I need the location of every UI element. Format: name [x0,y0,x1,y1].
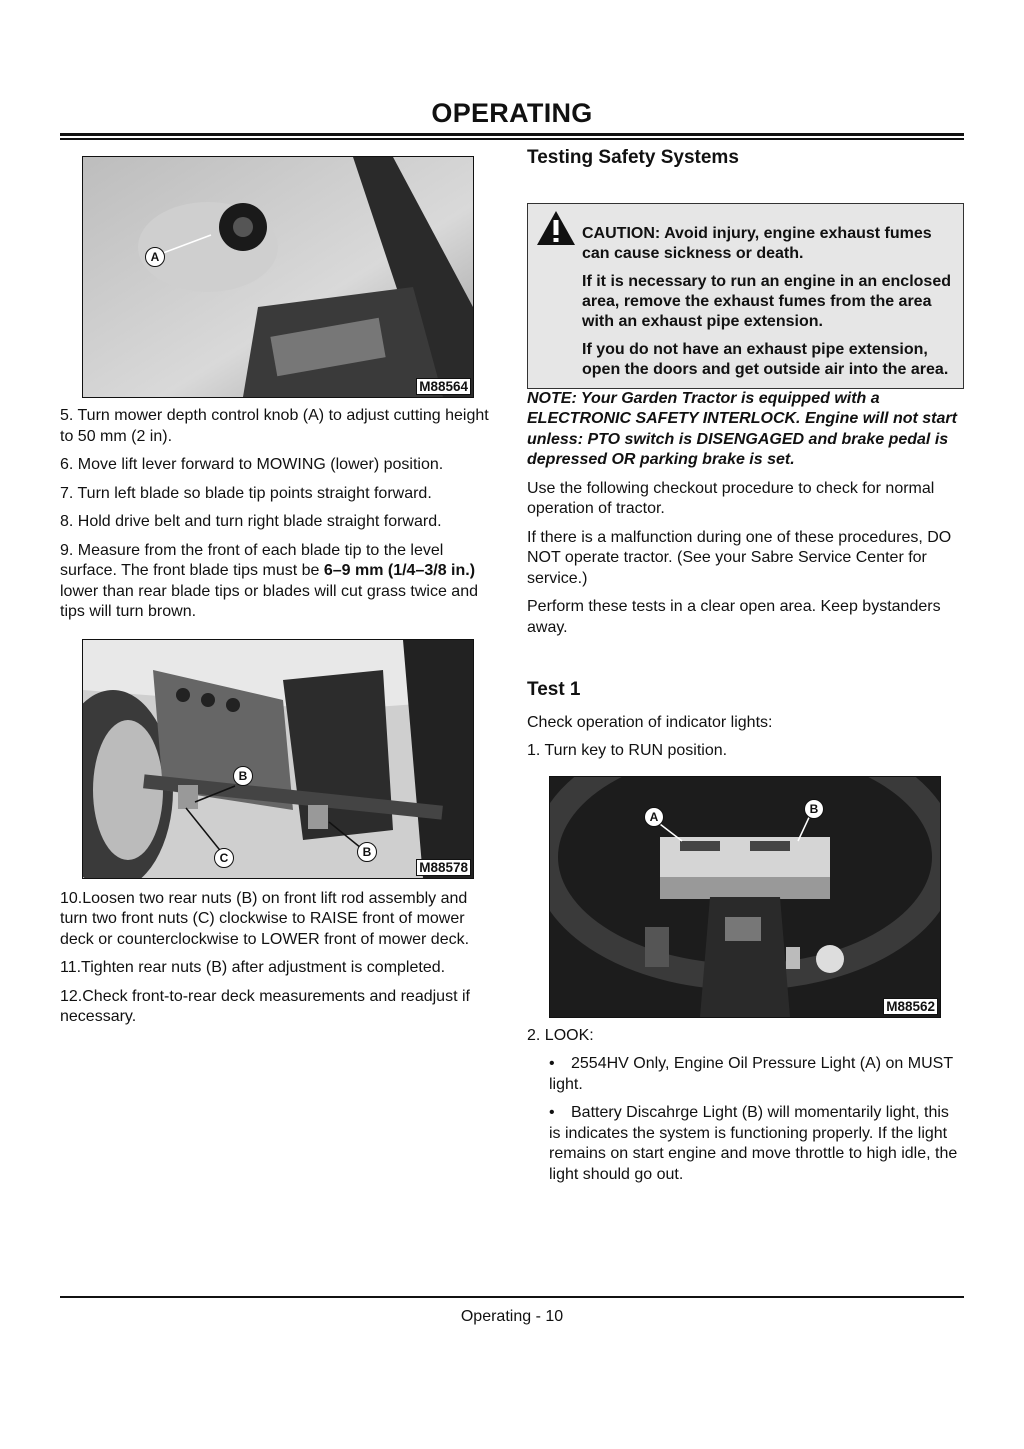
paragraph: If there is a malfunction during one of these procedures, DO NOT operate tractor. (See your Sabre Service Center for service.) [527,528,952,587]
callout-b: B [357,842,377,862]
step-10: 10.Loosen two rear nuts (B) on front lift rod assembly and turn two front nuts (C) clockwise to RAISE front of mower deck or counterclockwise to LOWER front of mower deck. [60,889,470,948]
step-12: 12.Check front-to-rear deck measurements and readjust if necessary. [60,987,470,1025]
step-5: 5. Turn mower depth control knob (A) to adjust cutting height to 50 mm (2 in). [60,407,489,445]
left-column [60,156,496,1036]
caution-box [527,203,964,389]
paragraph: Perform these tests in a clear open area. Keep bystanders away. [527,598,941,636]
callout-b: B [233,766,253,786]
right-column [527,148,964,1193]
step-9-measurement: 6–9 mm (1/4–3/8 in.) [323,562,476,579]
figure-code: M88578 [416,859,471,876]
paragraph: Use the following checkout procedure to check for normal operation of tractor. [527,479,935,517]
callout-c: C [214,848,234,868]
bullet-text: 2554HV Only, Engine Oil Pressure Light (A) on MUST light. [549,1055,953,1093]
test-intro: Check operation of indicator lights: [527,713,773,731]
figure-depth-knob [82,156,474,398]
dashboard-photo [550,777,940,1017]
bullet-item: • Battery Discahrge Light (B) will momentarily light, this is indicates the system is functioning properly. If the light remains on start engine and move throttle to high idle, the light should go out. [549,1104,958,1183]
page-title: OPERATING [431,98,593,128]
header-rule [60,133,964,136]
bullet-item: • 2554HV Only, Engine Oil Pressure Light (A) on MUST light. [549,1055,953,1093]
step-6: 6. Move lift lever forward to MOWING (lower) position. [60,456,444,473]
caution-text: CAUTION: Avoid injury, engine exhaust fumes can cause sickness or death. [582,224,932,262]
callout-a: A [644,807,664,827]
step-8: 8. Hold drive belt and turn right blade straight forward. [60,513,442,530]
page-number: Operating - 10 [460,1308,564,1325]
depth-knob-photo [83,157,473,397]
step-11: 11.Tighten rear nuts (B) after adjustment is completed. [60,959,446,976]
warning-icon [536,210,576,246]
step-7: 7. Turn left blade so blade tip points straight forward. [60,484,432,502]
figure-code: M88562 [883,998,938,1015]
footer-rule [60,1296,964,1298]
bullet-text: Battery Discahrge Light (B) will momentarily light, this is indicates the system is functioning properly. If the light remains on start engine and move throttle to high idle, the light should go out. [549,1104,958,1183]
callout-a: A [145,247,165,267]
header-rule-thin [60,138,964,140]
section-title: Testing Safety Systems [527,147,739,168]
figure-lift-rod [82,639,474,879]
figure-code: M88564 [416,378,471,395]
step-9 [60,541,496,623]
test-step-2: 2. LOOK: [527,1026,594,1044]
caution-text: If it is necessary to run an engine in an enclosed area, remove the exhaust fumes from the area with an exhaust pipe extension. [582,272,951,330]
test-title: Test 1 [527,679,581,700]
figure-dashboard [549,776,941,1018]
interlock-note: NOTE: Your Garden Tractor is equipped with a ELECTRONIC SAFETY INTERLOCK. Engine will not start unless: PTO switch is DISENGAGED and brake pedal is depressed OR parking brake is set. [527,389,957,468]
caution-text: If you do not have an exhaust pipe extension, open the doors and get outside air into the area. [582,340,949,378]
step-9-text-end: lower than rear blade tips or blades will cut grass twice and tips will turn brown. [60,582,478,620]
step-9-text: 9. Measure from the front of each blade tip to the level surface. The front blade tips must be [60,541,444,579]
test-step-1: 1. Turn key to RUN position. [527,742,728,759]
callout-b: B [804,799,824,819]
lift-rod-photo [83,640,473,878]
